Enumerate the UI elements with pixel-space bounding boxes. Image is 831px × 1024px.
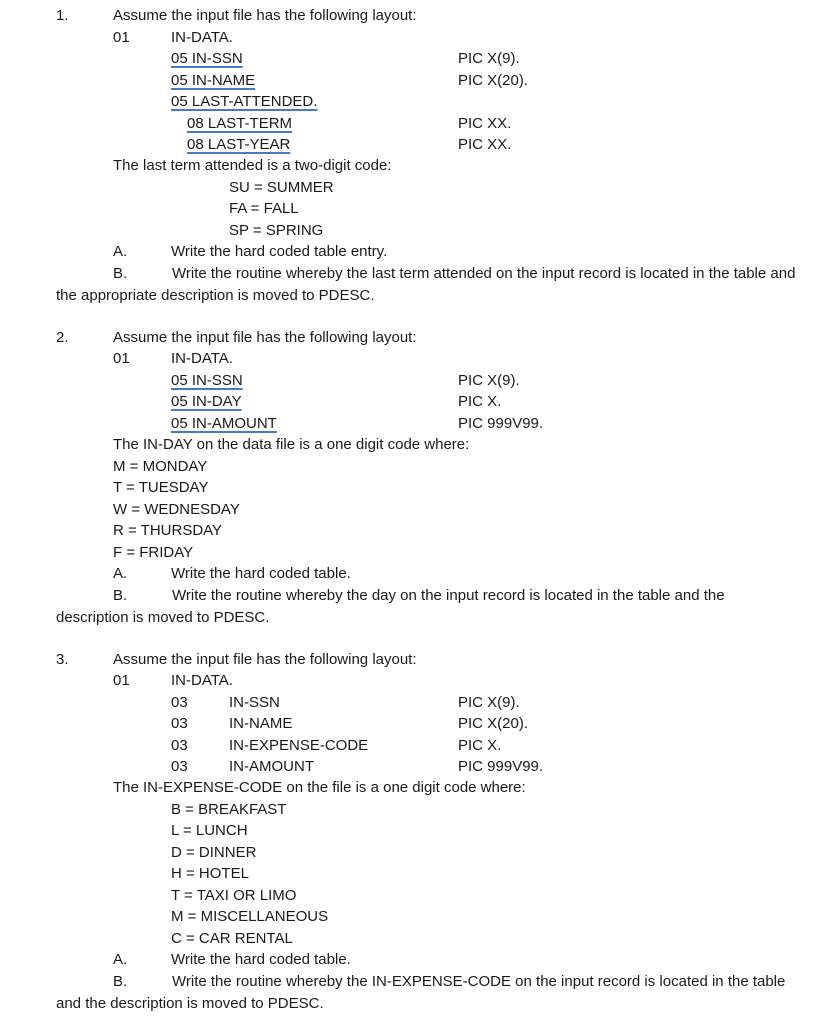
part-a-text: Write the hard coded table entry. — [171, 243, 388, 260]
field-name: 05 IN-SSN — [171, 50, 243, 67]
code-item: T = TUESDAY — [113, 479, 209, 496]
field-pic: PIC X. — [458, 737, 502, 754]
code-item: M = MONDAY — [113, 458, 208, 475]
field-pic: PIC 999V99. — [458, 758, 544, 775]
field-name: 05 IN-DAY — [171, 393, 242, 410]
field-name: IN-EXPENSE-CODE — [229, 737, 369, 754]
part-b — [56, 263, 801, 307]
code-item: F = FRIDAY — [113, 544, 194, 561]
code-item: SU = SUMMER — [229, 179, 334, 196]
part-a-label: A. — [113, 243, 128, 260]
part-a-label: A. — [113, 951, 128, 968]
code-intro: The last term attended is a two-digit code: — [113, 157, 392, 174]
field-level: 03 — [171, 737, 188, 754]
field-level: 03 — [171, 715, 188, 732]
part-b-text: Write the routine whereby the day on the input record is located in the table and the description is moved to PDESC. — [56, 587, 725, 626]
record-name: IN-DATA. — [171, 29, 233, 46]
part-b-text: Write the routine whereby the IN-EXPENSE-CODE on the input record is located in the table and the description is moved to PDESC. — [56, 973, 786, 1012]
part-b-label: B. — [113, 587, 128, 604]
code-item: M = MISCELLANEOUS — [171, 908, 329, 925]
field-name: 05 IN-NAME — [171, 72, 256, 89]
field-name: 08 LAST-TERM — [187, 115, 293, 132]
part-b-label: B. — [113, 265, 128, 282]
part-b-label: B. — [113, 973, 128, 990]
question-number: 3. — [56, 651, 69, 668]
field-name: 08 LAST-YEAR — [187, 136, 291, 153]
field-name: IN-AMOUNT — [229, 758, 314, 775]
level-01: 01 — [113, 29, 130, 46]
part-a-label: A. — [113, 565, 128, 582]
question-intro: Assume the input file has the following layout: — [113, 651, 417, 668]
field-name: IN-NAME — [229, 715, 293, 732]
code-item: L = LUNCH — [171, 822, 248, 839]
field-pic: PIC X. — [458, 393, 502, 410]
field-name: IN-SSN — [229, 694, 280, 711]
part-b — [56, 971, 801, 1015]
field-pic: PIC X(9). — [458, 50, 520, 67]
part-a-text: Write the hard coded table. — [171, 951, 351, 968]
code-item: C = CAR RENTAL — [171, 930, 293, 947]
level-01: 01 — [113, 350, 130, 367]
field-name: 05 IN-SSN — [171, 372, 243, 389]
field-level: 03 — [171, 694, 188, 711]
code-item: W = WEDNESDAY — [113, 501, 240, 518]
code-item: SP = SPRING — [229, 222, 324, 239]
code-item: D = DINNER — [171, 844, 257, 861]
question-number: 2. — [56, 329, 69, 346]
code-intro: The IN-EXPENSE-CODE on the file is a one digit code where: — [113, 779, 526, 796]
record-name: IN-DATA. — [171, 672, 233, 689]
code-item: B = BREAKFAST — [171, 801, 287, 818]
record-name: IN-DATA. — [171, 350, 233, 367]
field-pic: PIC XX. — [458, 115, 512, 132]
question-intro: Assume the input file has the following layout: — [113, 7, 417, 24]
code-intro: The IN-DAY on the data file is a one digit code where: — [113, 436, 470, 453]
part-a-text: Write the hard coded table. — [171, 565, 351, 582]
field-pic: PIC 999V99. — [458, 415, 544, 432]
code-item: H = HOTEL — [171, 865, 249, 882]
field-name: 05 LAST-ATTENDED. — [171, 93, 318, 110]
field-pic: PIC X(20). — [458, 715, 529, 732]
field-pic: PIC X(9). — [458, 372, 520, 389]
part-b-text: Write the routine whereby the last term attended on the input record is located in the table and the appropriate description is moved to PDESC. — [56, 265, 796, 304]
code-item: FA = FALL — [229, 200, 299, 217]
part-b — [56, 585, 801, 629]
field-name: 05 IN-AMOUNT — [171, 415, 277, 432]
question-intro: Assume the input file has the following layout: — [113, 329, 417, 346]
code-item: T = TAXI OR LIMO — [171, 887, 297, 904]
field-pic: PIC X(9). — [458, 694, 520, 711]
code-item: R = THURSDAY — [113, 522, 223, 539]
field-level: 03 — [171, 758, 188, 775]
field-pic: PIC X(20). — [458, 72, 529, 89]
question-number: 1. — [56, 7, 69, 24]
field-pic: PIC XX. — [458, 136, 512, 153]
level-01: 01 — [113, 672, 130, 689]
